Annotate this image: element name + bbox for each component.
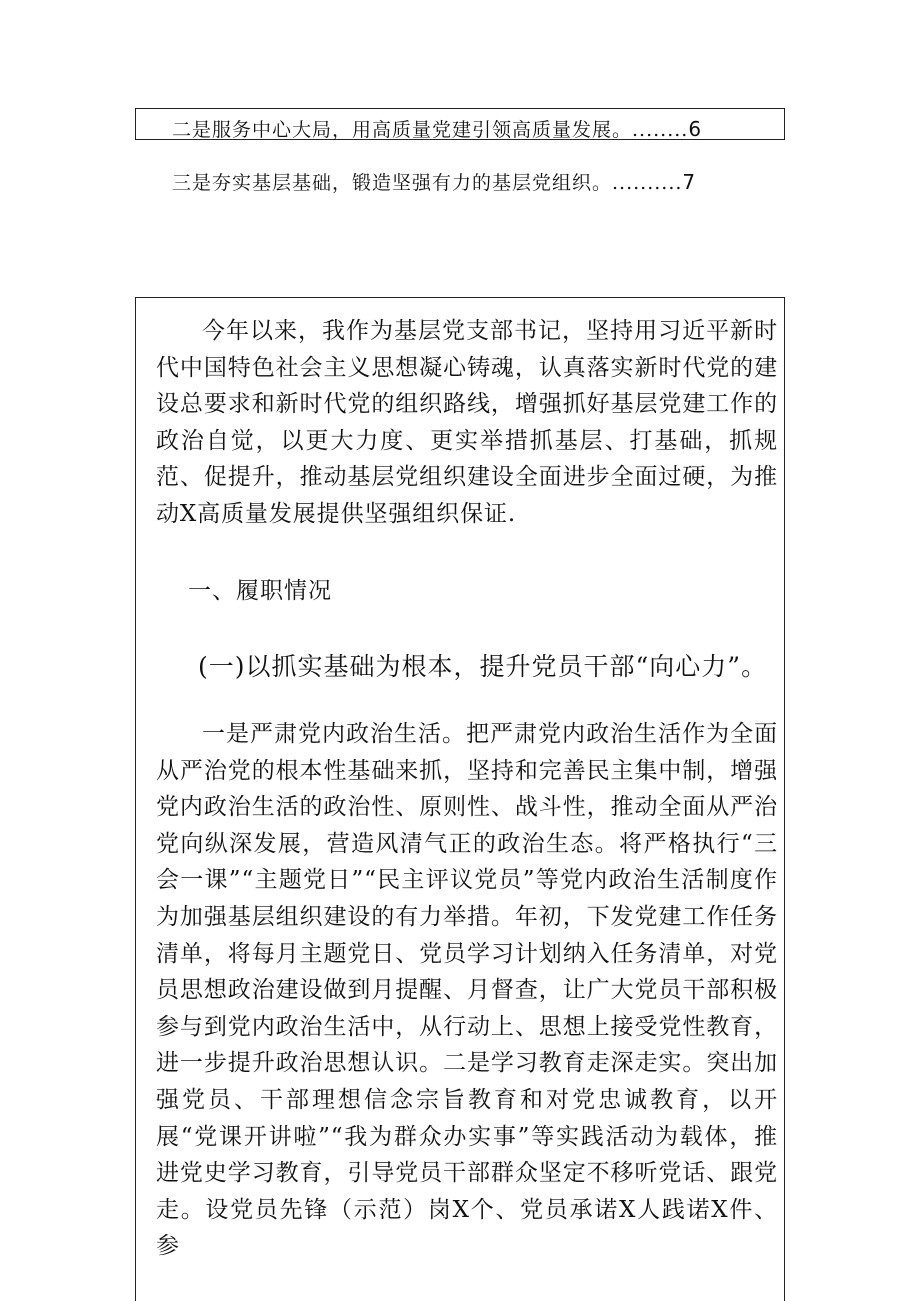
toc-entry[interactable] [172,115,703,142]
subsection-heading: (一)以抓实基础为根本，提升党员干部“向心力”。 [198,652,768,681]
intro-paragraph: 今年以来，我作为基层党支部书记，坚持用习近平新时代中国特色社会主义思想凝心铸魂，认真落实新时代党的建设总要求和新时代党的组织路线，增强抓好基层党建工作的政治自觉，以更大力度、更实举措抓基层、打基础，抓规范、促提升，推动基层党组织建设全面进步全面过硬，为推动X高质量发展提供坚强组织保证. [156,318,778,527]
toc-entry-page: 7 [682,170,698,194]
toc-entry-page: 6 [688,117,704,141]
section-heading: 一、履职情况 [188,578,332,604]
body-paragraph: 一是严肃党内政治生活。把严肃党内政治生活作为全面从严治党的根本性基础来抓，坚持和完善民主集中制，增强党内政治生活的政治性、原则性、战斗性，推动全面从严治党向纵深发展，营造风清气正的政治生态。将严格执行“三会一课”“主题党日”“民主评议党员”等党内政治生活制度作为加强基层组织建设的有力举措。年初，下发党建工作任务清单，将每月主题党日、党员学习计划纳入任务清单，对党员思想政治建设做到月提醒、月督查，让广大党员干部积极参与到党内政治生活中，从行动上、思想上接受党性教育，进一步提升政治思想认识。二是学习教育走深走实。突出加强党员、干部理想信念宗旨教育和对党忠诚教育，以开展“党课开讲啦”“我为群众办实事”等实践活动为载体，推进党史学习教育，引导党员干部群众坚定不移听党话、跟党走。设党员先锋（示范）岗X个、党员承诺X人践诺X件、参 [156,721,778,1260]
toc-entry-text: 三是夯实基层基础，锻造坚强有力的基层党组织。 [172,172,613,194]
toc-entry[interactable] [172,168,697,195]
toc-entry-text: 二是服务中心大局，用高质量党建引领高质量发展。 [172,119,633,141]
toc-entry-leader: ........ [632,119,689,141]
toc-entry-leader: .......... [612,172,683,194]
